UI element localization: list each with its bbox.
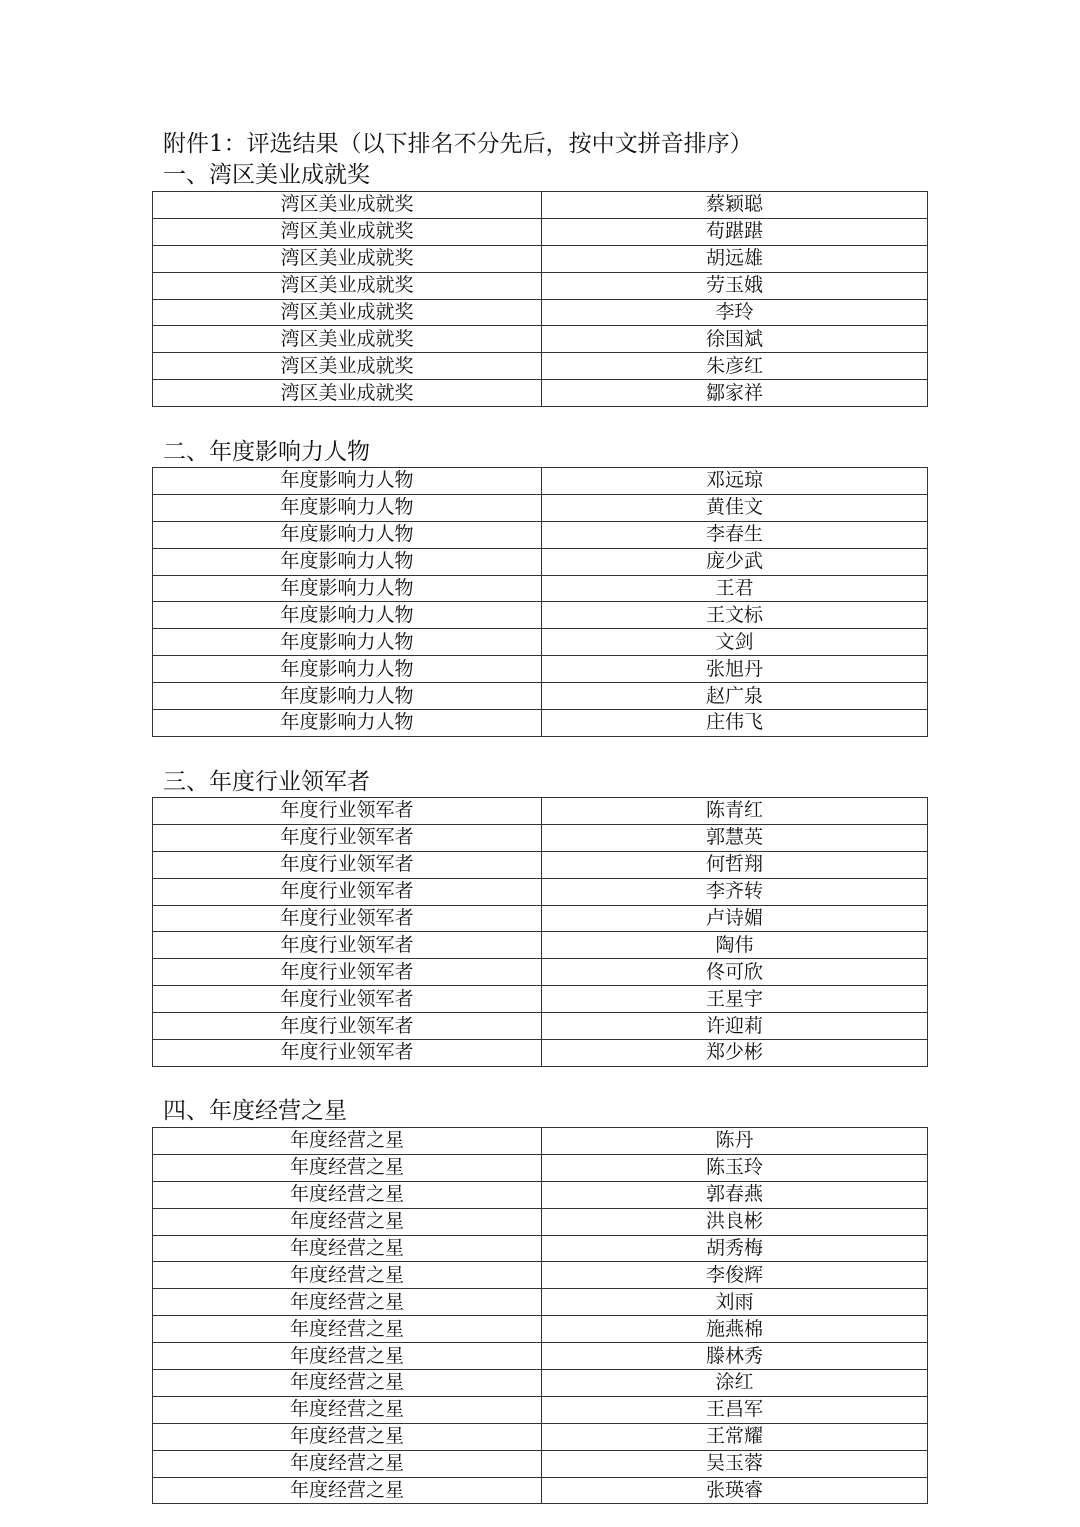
table-row xyxy=(153,1262,928,1289)
award-category-cell: 湾区美业成就奖 xyxy=(153,380,542,407)
table-row xyxy=(153,710,928,737)
award-table-leader xyxy=(152,797,928,1067)
table-row xyxy=(153,1235,928,1262)
awardee-name-cell: 吴玉蓉 xyxy=(542,1450,928,1477)
award-category-cell: 年度行业领军者 xyxy=(153,1013,542,1040)
awardee-name-cell: 施燕棉 xyxy=(542,1316,928,1343)
table-row xyxy=(153,905,928,932)
award-category-cell: 年度经营之星 xyxy=(153,1343,542,1370)
award-category-cell: 年度行业领军者 xyxy=(153,905,542,932)
table-row xyxy=(153,602,928,629)
award-category-cell: 年度经营之星 xyxy=(153,1316,542,1343)
awardee-name-cell: 王星宇 xyxy=(542,986,928,1013)
table-row xyxy=(153,824,928,851)
awardee-name-cell: 文剑 xyxy=(542,629,928,656)
awardee-name-cell: 李齐转 xyxy=(542,878,928,905)
table-row xyxy=(153,245,928,272)
awardee-name-cell: 刘雨 xyxy=(542,1289,928,1316)
awardee-name-cell: 庄伟飞 xyxy=(542,710,928,737)
table-row xyxy=(153,1040,928,1067)
award-category-cell: 年度影响力人物 xyxy=(153,629,542,656)
table-row xyxy=(153,959,928,986)
table-row xyxy=(153,878,928,905)
awardee-name-cell: 洪良彬 xyxy=(542,1208,928,1235)
table-row xyxy=(153,1450,928,1477)
table-row xyxy=(153,192,928,219)
award-category-cell: 湾区美业成就奖 xyxy=(153,192,542,219)
award-category-cell: 年度经营之星 xyxy=(153,1208,542,1235)
award-category-cell: 年度行业领军者 xyxy=(153,959,542,986)
award-category-cell: 年度行业领军者 xyxy=(153,1040,542,1067)
award-category-cell: 年度经营之星 xyxy=(153,1396,542,1423)
section-heading-leader: 三、年度行业领军者 xyxy=(163,769,370,795)
awardee-name-cell: 王文标 xyxy=(542,602,928,629)
award-category-cell: 年度影响力人物 xyxy=(153,683,542,710)
award-category-cell: 年度经营之星 xyxy=(153,1370,542,1397)
table-row xyxy=(153,851,928,878)
awardee-name-cell: 何哲翔 xyxy=(542,851,928,878)
table-row xyxy=(153,468,928,495)
awardee-name-cell: 胡远雄 xyxy=(542,245,928,272)
table-row xyxy=(153,1208,928,1235)
table-row xyxy=(153,683,928,710)
award-category-cell: 年度经营之星 xyxy=(153,1262,542,1289)
table-row xyxy=(153,380,928,407)
awardee-name-cell: 胡秀梅 xyxy=(542,1235,928,1262)
table-row xyxy=(153,1343,928,1370)
award-table-business-star xyxy=(152,1127,928,1504)
award-category-cell: 湾区美业成就奖 xyxy=(153,245,542,272)
awardee-name-cell: 劳玉娥 xyxy=(542,272,928,299)
section-heading-influence: 二、年度影响力人物 xyxy=(163,439,370,465)
table-row xyxy=(153,1423,928,1450)
table-row xyxy=(153,521,928,548)
awardee-name-cell: 蔡颖聪 xyxy=(542,192,928,219)
table-row xyxy=(153,798,928,825)
table-row xyxy=(153,629,928,656)
table-row xyxy=(153,494,928,521)
table-row xyxy=(153,1316,928,1343)
award-category-cell: 湾区美业成就奖 xyxy=(153,299,542,326)
table-row xyxy=(153,1396,928,1423)
award-category-cell: 年度影响力人物 xyxy=(153,494,542,521)
awardee-name-cell: 佟可欣 xyxy=(542,959,928,986)
award-category-cell: 年度影响力人物 xyxy=(153,602,542,629)
awardee-name-cell: 邓远琼 xyxy=(542,468,928,495)
table-row xyxy=(153,1477,928,1504)
award-table-achievement xyxy=(152,191,928,407)
award-category-cell: 湾区美业成就奖 xyxy=(153,218,542,245)
award-category-cell: 年度行业领军者 xyxy=(153,824,542,851)
award-category-cell: 年度经营之星 xyxy=(153,1423,542,1450)
award-category-cell: 湾区美业成就奖 xyxy=(153,272,542,299)
award-category-cell: 年度影响力人物 xyxy=(153,656,542,683)
awardee-name-cell: 王常耀 xyxy=(542,1423,928,1450)
awardee-name-cell: 许迎莉 xyxy=(542,1013,928,1040)
award-category-cell: 年度行业领军者 xyxy=(153,986,542,1013)
award-category-cell: 年度经营之星 xyxy=(153,1450,542,1477)
table-row xyxy=(153,218,928,245)
awardee-name-cell: 朱彦红 xyxy=(542,353,928,380)
awardee-name-cell: 张瑛睿 xyxy=(542,1477,928,1504)
award-category-cell: 湾区美业成就奖 xyxy=(153,326,542,353)
table-row xyxy=(153,272,928,299)
awardee-name-cell: 苟踸踸 xyxy=(542,218,928,245)
awardee-name-cell: 庞少武 xyxy=(542,548,928,575)
award-category-cell: 年度行业领军者 xyxy=(153,851,542,878)
award-table-influence xyxy=(152,467,928,737)
table-row xyxy=(153,1013,928,1040)
table-row xyxy=(153,1289,928,1316)
award-category-cell: 年度经营之星 xyxy=(153,1128,542,1155)
table-row xyxy=(153,326,928,353)
awardee-name-cell: 滕林秀 xyxy=(542,1343,928,1370)
award-category-cell: 年度经营之星 xyxy=(153,1477,542,1504)
award-category-cell: 年度影响力人物 xyxy=(153,575,542,602)
section-heading-business-star: 四、年度经营之星 xyxy=(163,1098,347,1124)
award-category-cell: 年度影响力人物 xyxy=(153,710,542,737)
document-title: 附件1：评选结果（以下排名不分先后，按中文拼音排序） xyxy=(163,131,753,157)
award-category-cell: 年度经营之星 xyxy=(153,1235,542,1262)
table-row xyxy=(153,548,928,575)
awardee-name-cell: 黄佳文 xyxy=(542,494,928,521)
awardee-name-cell: 李玲 xyxy=(542,299,928,326)
awardee-name-cell: 涂红 xyxy=(542,1370,928,1397)
table-row xyxy=(153,1154,928,1181)
awardee-name-cell: 陈玉玲 xyxy=(542,1154,928,1181)
award-category-cell: 年度影响力人物 xyxy=(153,548,542,575)
award-category-cell: 年度行业领军者 xyxy=(153,932,542,959)
awardee-name-cell: 鄒家祥 xyxy=(542,380,928,407)
awardee-name-cell: 陈丹 xyxy=(542,1128,928,1155)
section-heading-achievement: 一、湾区美业成就奖 xyxy=(163,162,370,188)
awardee-name-cell: 郭慧英 xyxy=(542,824,928,851)
award-category-cell: 年度经营之星 xyxy=(153,1154,542,1181)
award-category-cell: 年度影响力人物 xyxy=(153,468,542,495)
award-category-cell: 年度影响力人物 xyxy=(153,521,542,548)
table-row xyxy=(153,353,928,380)
award-category-cell: 年度行业领军者 xyxy=(153,878,542,905)
award-category-cell: 湾区美业成就奖 xyxy=(153,353,542,380)
awardee-name-cell: 李春生 xyxy=(542,521,928,548)
award-category-cell: 年度经营之星 xyxy=(153,1289,542,1316)
awardee-name-cell: 徐国斌 xyxy=(542,326,928,353)
awardee-name-cell: 卢诗媚 xyxy=(542,905,928,932)
awardee-name-cell: 王君 xyxy=(542,575,928,602)
table-row xyxy=(153,656,928,683)
awardee-name-cell: 郑少彬 xyxy=(542,1040,928,1067)
award-category-cell: 年度行业领军者 xyxy=(153,798,542,825)
awardee-name-cell: 陈青红 xyxy=(542,798,928,825)
table-row xyxy=(153,1181,928,1208)
awardee-name-cell: 陶伟 xyxy=(542,932,928,959)
table-row xyxy=(153,1128,928,1155)
awardee-name-cell: 王昌军 xyxy=(542,1396,928,1423)
table-row xyxy=(153,299,928,326)
table-row xyxy=(153,932,928,959)
table-row xyxy=(153,575,928,602)
table-row xyxy=(153,986,928,1013)
awardee-name-cell: 李俊辉 xyxy=(542,1262,928,1289)
awardee-name-cell: 赵广泉 xyxy=(542,683,928,710)
award-category-cell: 年度经营之星 xyxy=(153,1181,542,1208)
awardee-name-cell: 郭春燕 xyxy=(542,1181,928,1208)
table-row xyxy=(153,1370,928,1397)
awardee-name-cell: 张旭丹 xyxy=(542,656,928,683)
